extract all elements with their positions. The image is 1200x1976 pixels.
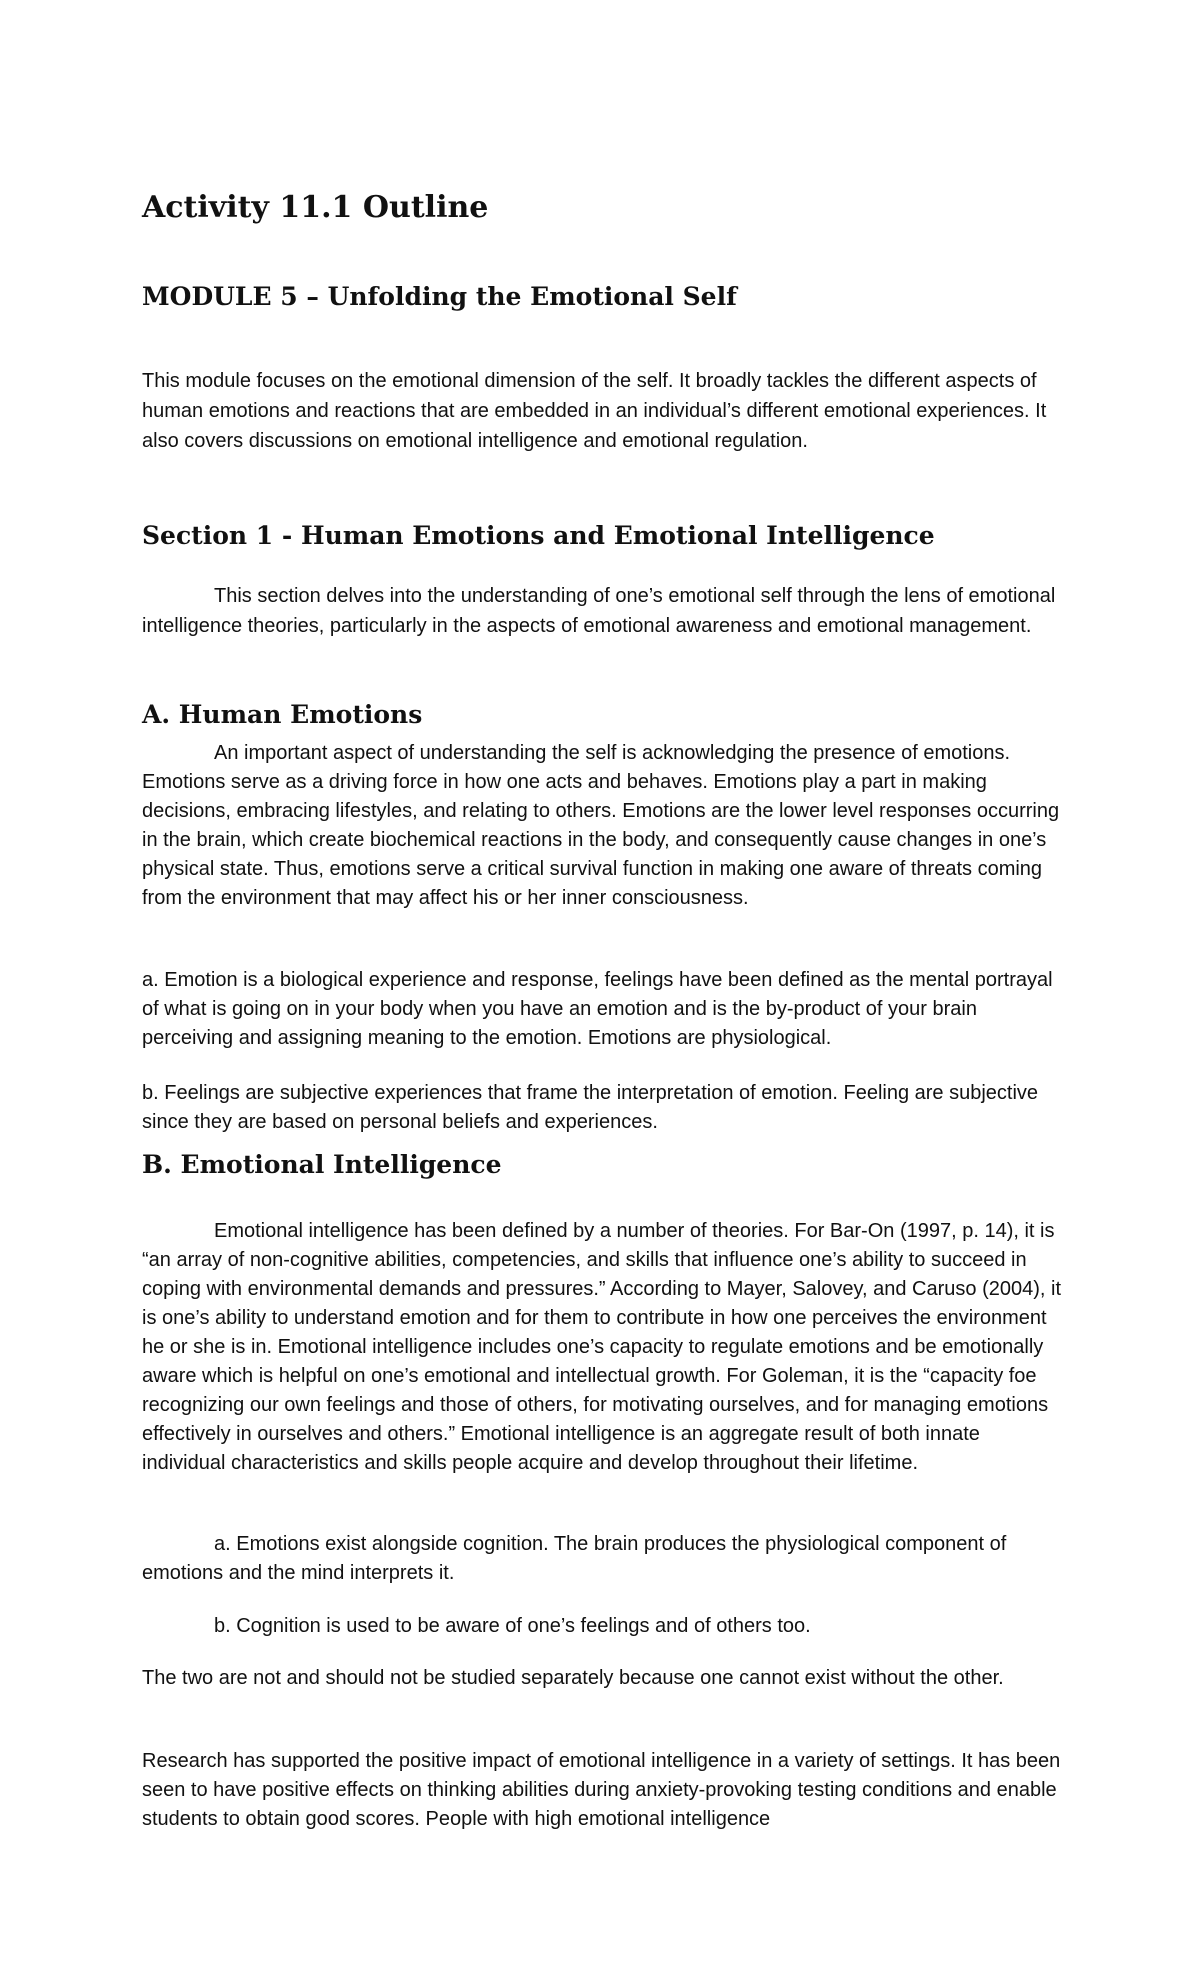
module-heading: MODULE 5 – Unfolding the Emotional Self	[142, 282, 737, 311]
part-b-research: Research has supported the positive impact of emotional intelligence in a variety of settings. It has been seen to have positive effects on thinking abilities during anxiety-provoking testing conditions and enable students to obtain good scores. People with high emotional intelligence	[142, 1750, 1061, 1830]
module-intro: This module focuses on the emotional dimension of the self. It broadly tackles the different aspects of human emotions and reactions that are embedded in an individual’s different emotional experiences. It also covers discussions on emotional intelligence and emotional regulation.	[142, 370, 1047, 452]
part-b-heading: B. Emotional Intelligence	[142, 1150, 502, 1179]
part-a-body: An important aspect of understanding the self is acknowledging the presence of emotions. Emotions serve as a driving force in how one acts and behaves. Emotions play a part in making decisions, embracing lifestyles, and relating to others. Emotions are the lower level responses occurring in the brain, which create biochemical reactions in the body, and consequently cause changes in one’s physical state. Thus, emotions serve a critical survival function in making one aware of threats coming from the environment that may affect his or her inner consciousness.	[142, 742, 1060, 909]
part-b-point-b: b. Cognition is used to be aware of one’s feelings and of others too.	[214, 1615, 811, 1637]
part-a-heading: A. Human Emotions	[142, 700, 423, 729]
section1-heading: Section 1 - Human Emotions and Emotional Intelligence	[142, 521, 935, 550]
part-a-point-a: a. Emotion is a biological experience and response, feelings have been defined as the mental portrayal of what is going on in your body when you have an emotion and is the by-product of your brain perceiving and assigning meaning to the emotion. Emotions are physiological.	[142, 969, 1053, 1049]
part-b-conclusion: The two are not and should not be studied separately because one cannot exist without the other.	[142, 1667, 1004, 1689]
part-a-point-b: b. Feelings are subjective experiences that frame the interpretation of emotion. Feeling are subjective since they are based on personal beliefs and experiences.	[142, 1082, 1039, 1133]
section1-intro: This section delves into the understanding of one’s emotional self through the lens of emotional intelligence theories, particularly in the aspects of emotional awareness and emotional management.	[142, 585, 1056, 637]
part-b-body: Emotional intelligence has been defined by a number of theories. For Bar-On (1997, p. 14), it is “an array of non-cognitive abilities, competencies, and skills that influence one’s ability to succeed in coping with environmental demands and pressures.” According to Mayer, Salovey, and Caruso (2004), it is one’s ability to understand emotion and for them to contribute in how one perceives the environment he or she is in. Emotional intelligence includes one’s capacity to regulate emotions and be emotionally aware which is helpful on one’s emotional and intellectual growth. For Goleman, it is the “capacity foe recognizing our own feelings and those of others, for motivating ourselves, and for managing emotions effectively in ourselves and others.” Emotional intelligence is an aggregate result of both innate individual characteristics and skills people acquire and develop throughout their lifetime.	[142, 1220, 1062, 1474]
page-title: Activity 11.1 Outline	[142, 190, 489, 225]
part-b-point-a: a. Emotions exist alongside cognition. The brain produces the physiological component of emotions and the mind interprets it.	[142, 1533, 1007, 1584]
